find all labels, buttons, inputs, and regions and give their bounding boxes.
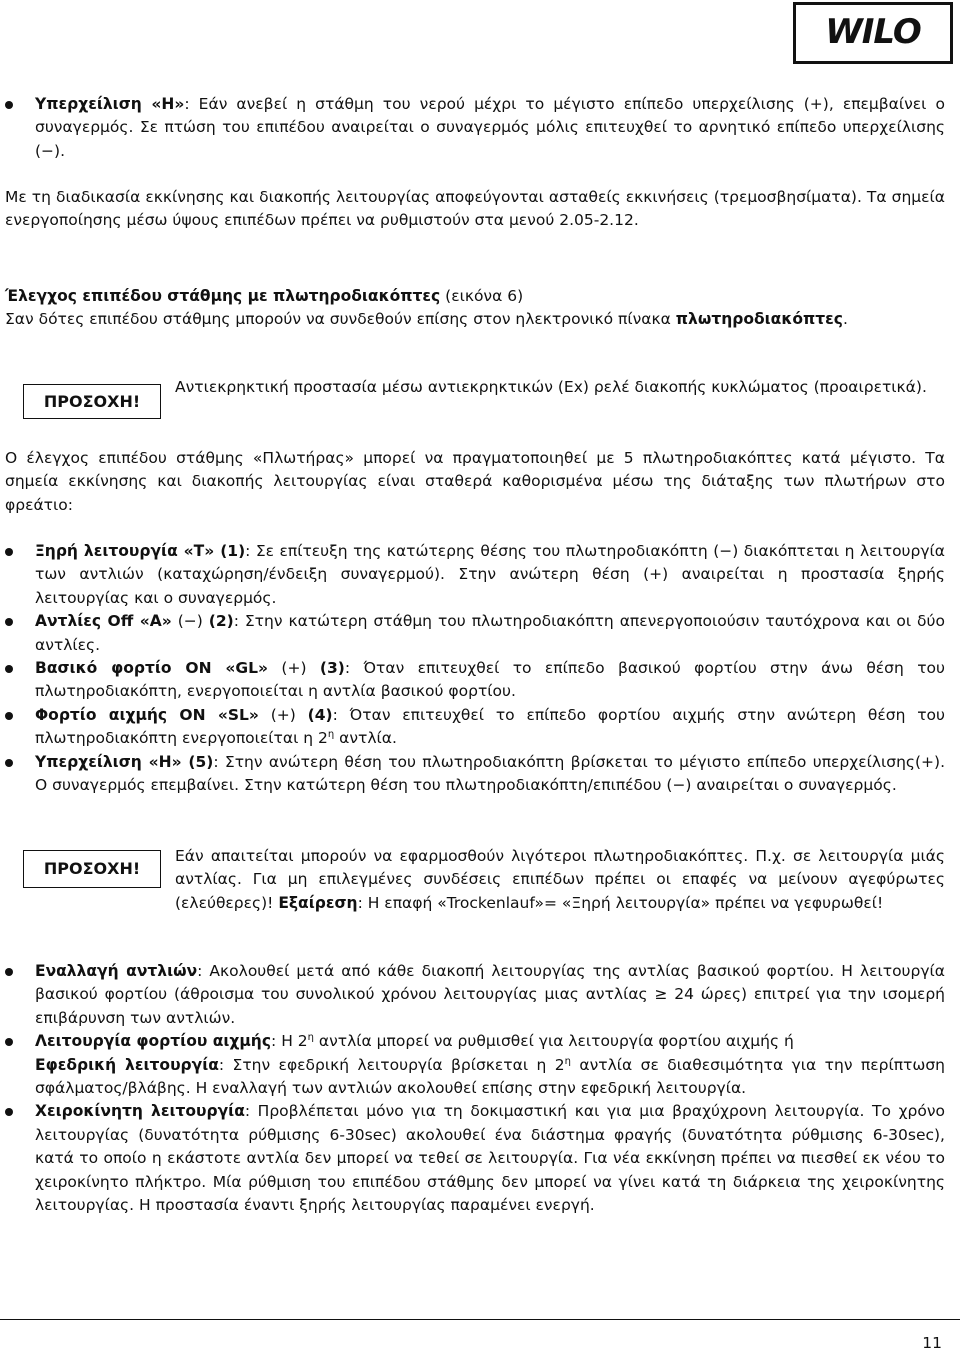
section-heading-line [5,285,945,308]
mode-bullet-list [5,960,945,1217]
warning-text: Εάν απαιτείται μπορούν να εφαρμοσθούν λιγότεροι πλωτηροδιακόπτες. Π.χ. σε λειτουργία μιάς αντλίας. Για μη επιλεγμένες συνδέσεις επιπέδων πρέπει οι επαφές να μείνουν αγεφύρωτες (ελεύθερες)! [175,847,945,912]
page-number: 11 [922,1334,942,1352]
warning-text: Αντιεκρηκτική προστασία μέσω αντιεκρηκτικών (Ex) ρελέ διακοπής κυκλώματος (προαιρετικά). [175,378,927,396]
top-bullet-list [5,93,945,163]
bullet-text: : Η 2 [271,1032,308,1051]
list-item [5,610,945,657]
bullet-text: : Στην κατώτερη στάθμη του πλωτηροδιακόπτη απενεργοποιούσιν ταυτόχρονα και οι δύο αντλίες. [35,612,945,654]
bullet-term: Λειτουργία φορτίου αιχμής [35,1032,272,1051]
superscript: η [327,729,335,741]
warning-text-block-2 [175,845,945,915]
bullet-term: Αντλίες Off «Α» [35,612,172,631]
bullet-icon [5,548,13,556]
bullet-text-end: αντλία μπορεί να ρυθμισθεί για λειτουργία φορτίου αιχμής ή [313,1032,794,1051]
bullet-term: Υπερχείλιση «Η» [35,95,185,113]
logo-text: WILO [825,12,921,53]
list-item [5,540,945,610]
section-float-control [5,285,945,332]
warning-label: ΠΡΟΣΟΧΗ! [43,859,141,879]
bullet-icon [5,665,13,673]
bullet-term-number: (2) [208,612,234,631]
paragraph-restart [5,186,945,233]
section-heading-suffix: (εικόνα 6) [440,287,524,305]
bullet-text: : Όταν επιτευχθεί το επίπεδο φορτίου αιχμής στην ανώτερη θέση του πλωτηροδιακόπτη ενεργοποιείται η 2 [35,705,945,748]
paragraph-text: Ο έλεγχος επιπέδου στάθμης «Πλωτήρας» μπορεί να πραγματοποιηθεί με 5 πλωτηροδιακόπτες κατά μέγιστο. Τα σημεία εκκίνησης και διακοπής λειτουργίας είναι σταθερά καθορισμένα μέσω της διάταξης των πλωτήρων στο φρεάτιο: [5,449,945,514]
float-bullets-block [5,540,945,797]
bullet-term: Χειροκίνητη λειτουργία [35,1102,245,1121]
float-bullet-list [5,540,945,797]
bullet-text-secondary-end: αντλία σε διαθεσιμότητα για την περίπτωση σφάλματος/βλάβης. Η εναλλαγή των αντλιών ακολουθεί επίσης στην εφεδρική λειτουργία. [35,1055,945,1098]
bullet-text: : Προβλέπεται μόνο για τη δοκιμαστική και για μια βραχύχρονη λειτουργία. Το χρόνο λειτουργίας (δυνατότητα ρύθμισης 6-30sec) ακολουθεί ένα διάστημα φραγής (δυνατότητα ρύθμισης 6-30sec), κατά το οποίο η εκάστοτε αντλία δεν μπορεί να τεθεί σε λειτουργία. Για νέα εκκίνηση πρέπει να πιεσθεί εκ νέου το χειροκίνητο πλήκτρο. Μία ρύθμιση του επιπέδου στάθμης δεν μπορεί να γίνει κατά τη διάρκεια της χειροκίνητης λειτουργίας. Η προστασία έναντι ξηρής λειτουργίας παραμένει ενεργή. [35,1102,945,1215]
bullet-term-secondary: Εφεδρική λειτουργία [35,1055,219,1074]
bullet-text-end: αντλία. [334,729,397,748]
bullet-icon [5,618,13,626]
superscript: η [307,1032,314,1044]
bullet-term-number: (3) [319,659,345,678]
bullet-mid: (+) [268,659,320,678]
bullet-term: Υπερχείλιση «Η» (5) [35,752,214,771]
warning-text-block [175,376,945,399]
warning-text-end: : Η επαφή «Trockenlauf»= «Ξηρή λειτουργία» πρέπει να γεφυρωθεί! [357,893,884,912]
paragraph-text: Με τη διαδικασία εκκίνησης και διακοπής λειτουργίας αποφεύγονται ασταθείς εκκινήσεις (τρεμοσβησίματα). Τα σημεία ενεργοποίησης μέσω ύψους επιπέδων πρέπει να ρυθμιστούν στα μενού 2.05-2.12. [5,188,945,230]
bullet-mid: (−) [171,612,209,631]
bullet-text: : Στην ανώτερη θέση του πλωτηροδιακόπτη βρίσκεται το μέγιστο επίπεδο υπερχείλισης(+). Ο συναγερμός επεμβαίνει. Στην κατώτερη θέση του πλωτηροδιακόπτη/επιπέδου (−) αναιρείται ο συναγερμός. [35,752,945,795]
list-item [5,960,945,1030]
list-item [5,704,945,751]
section-text: Σαν δότες επιπέδου στάθμης μπορούν να συνδεθούν επίσης στον ηλεκτρονικό πίνακα [5,310,676,329]
bullet-term: Εναλλαγή αντλιών [35,962,198,980]
mode-bullets-block [5,960,945,1217]
bullet-term: Ξηρή λειτουργία «Τ» (1) [35,542,246,560]
section-bold-term: πλωτηροδιακόπτες [675,310,843,329]
bullet-icon [5,968,13,976]
bullet-icon [5,712,13,720]
superscript: η [564,1055,571,1067]
bullet-term-number: (4) [307,705,333,724]
bullet-term: Βασικό φορτίο ON «GL» [35,659,269,678]
section-body [5,308,945,331]
warning-label-box-2 [23,850,161,888]
bullet-text: : Εάν ανεβεί η στάθμη του νερού μέχρι το μέγιστο επίπεδο υπερχείλισης (+), επεμβαίνει ο συναγερμός. Σε πτώση του επιπέδου αναιρείται ο συναγερμός μόλις επιτευχθεί το αρνητικό επίπεδο υπερχείλισης (−). [35,95,945,160]
list-item [5,657,945,704]
list-item [5,1030,945,1100]
top-bullet-block [5,93,945,163]
wilo-logo [793,2,953,64]
warning-exception: Εξαίρεση [278,893,358,912]
list-item [5,93,945,163]
bullet-text: : Όταν επιτευχθεί το επίπεδο βασικού φορτίου στην άνω θέση του πλωτηροδιακόπτη, ενεργοποιείται η αντλία βασικού φορτίου. [35,659,945,701]
bullet-text-secondary: : Στην εφεδρική λειτουργία βρίσκεται η 2 [218,1055,565,1074]
list-item [5,751,945,798]
bullet-icon [5,759,13,767]
warning-label-box [23,384,161,419]
paragraph-float-switches [5,447,945,517]
list-item [5,1100,945,1217]
bullet-icon [5,1038,13,1046]
bullet-mid: (+) [258,705,308,724]
section-heading: Έλεγχος επιπέδου στάθμης με πλωτηροδιακόπτες [5,287,441,305]
footer-divider [0,1319,960,1320]
warning-label: ΠΡΟΣΟΧΗ! [43,391,141,411]
section-text-end: . [842,310,848,329]
bullet-text: : Σε επίτευξη της κατώτερης θέσης του πλωτηροδιακόπτη (−) διακόπτεται η λειτουργία των αντλιών (καταχώρηση/ένδειξη συναγερμού). Στην ανώτερη θέση (+) αναιρείται η προστασία ξηρής λειτουργίας και ο συναγερμός. [35,542,945,607]
bullet-text: : Ακολουθεί μετά από κάθε διακοπή λειτουργίας της αντλίας βασικού φορτίου. Η λειτουργία βασικού φορτίου (άθροισμα του συνολικού χρόνου λειτουργίας μιας αντλίας ≥ 24 ώρες) επιτρεί για την ισομερή επιβάρυνση των αντλιών. [35,962,945,1027]
bullet-term: Φορτίο αιχμής ON «SL» [35,705,259,724]
bullet-icon [5,101,13,109]
bullet-icon [5,1108,13,1116]
